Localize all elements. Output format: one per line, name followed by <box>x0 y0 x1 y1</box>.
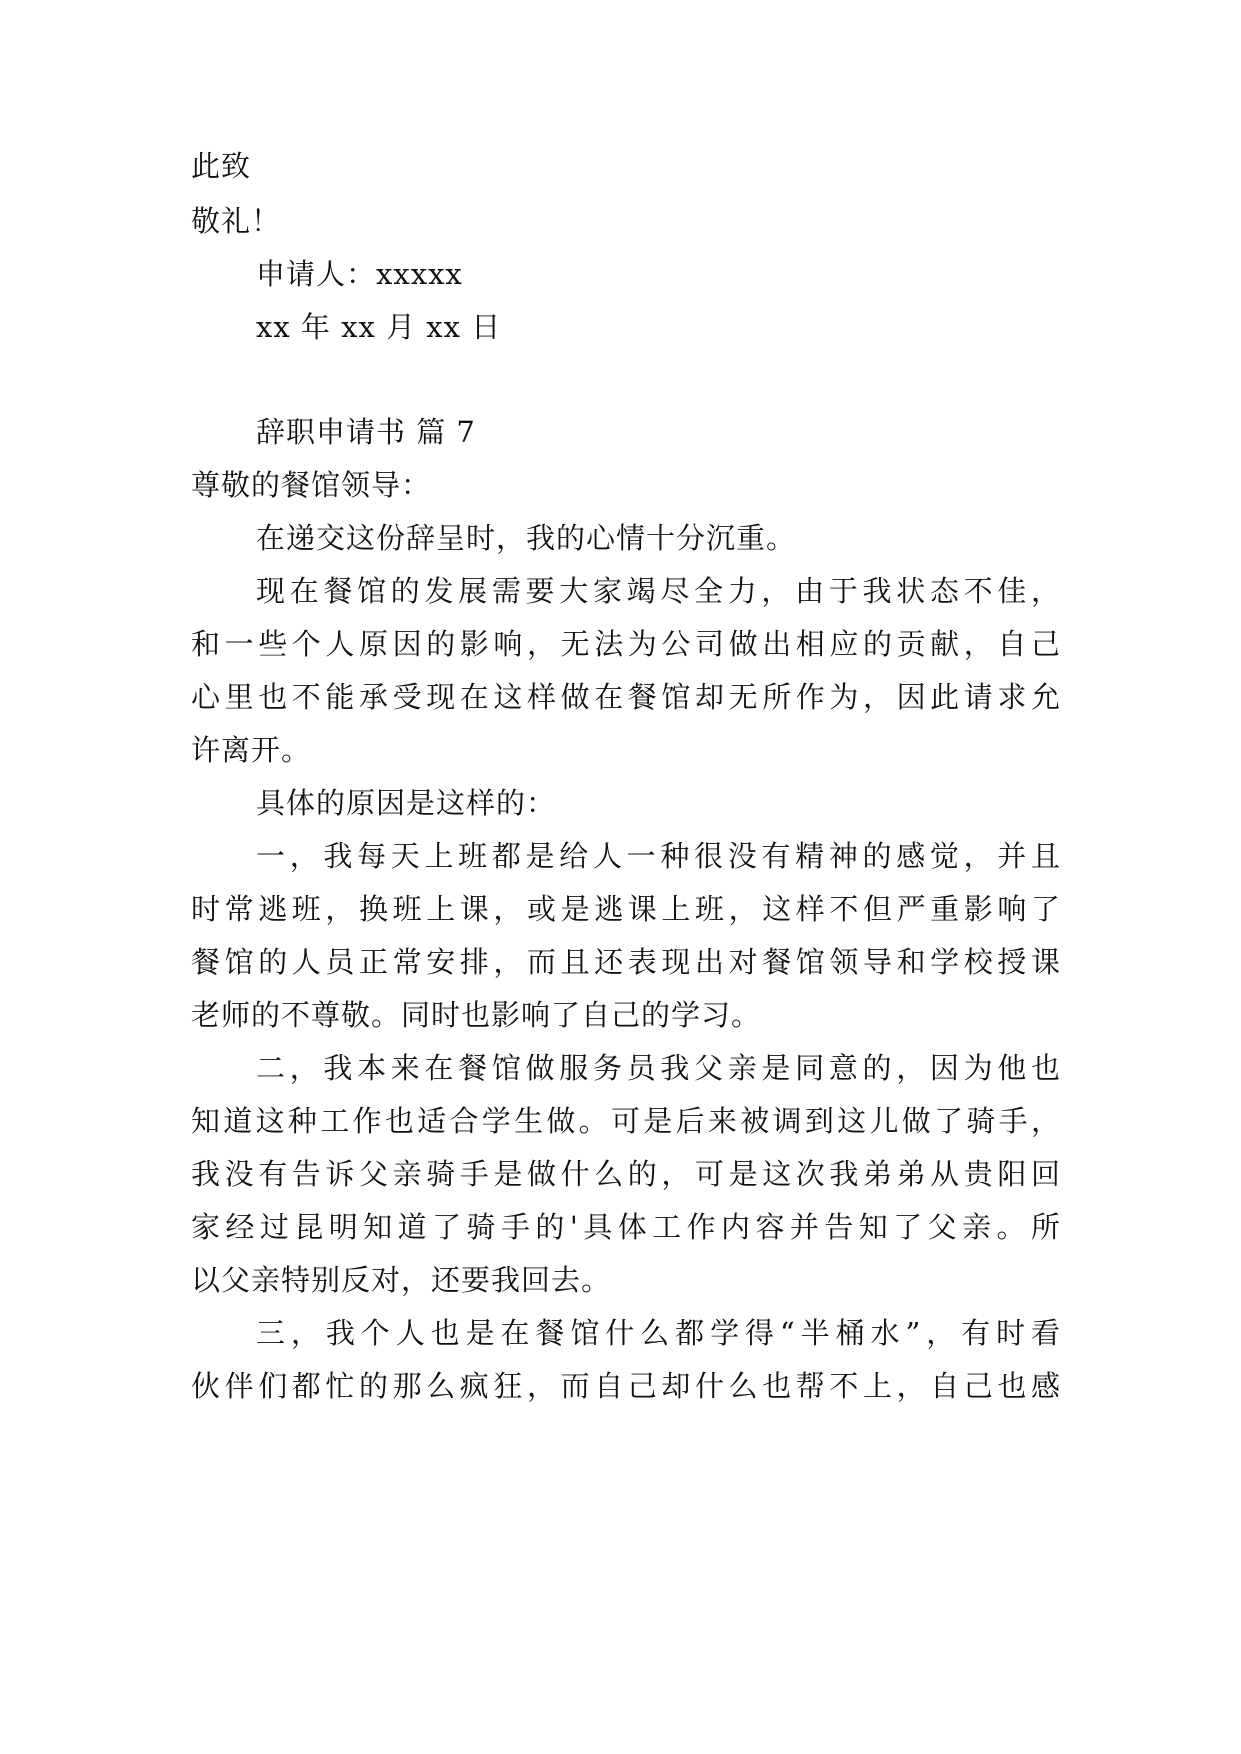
paragraph-line: 家经过昆明知道了骑手的'具体工作内容并告知了父亲。所 <box>191 1210 1061 1244</box>
closing-ci-zhi: 此致 <box>191 149 252 183</box>
paragraph-line: 心里也不能承受现在这样做在餐馆却无所作为，因此请求允 <box>191 680 1061 714</box>
signature-date: xx 年 xx 月 xx 日 <box>256 310 502 344</box>
salutation: 尊敬的餐馆领导： <box>191 468 432 502</box>
paragraph-line: 三，我个人也是在餐馆什么都学得“半桶水”，有时看 <box>256 1316 1061 1350</box>
paragraph-line: 现在餐馆的发展需要大家竭尽全力，由于我状态不佳， <box>256 574 1061 608</box>
paragraph-line: 二，我本来在餐馆做服务员我父亲是同意的，因为他也 <box>256 1051 1061 1085</box>
paragraph-line: 在递交这份辞呈时，我的心情十分沉重。 <box>256 521 797 555</box>
paragraph-line: 具体的原因是这样的： <box>256 786 557 820</box>
paragraph-line: 伙伴们都忙的那么疯狂，而自己却什么也帮不上，自己也感 <box>191 1369 1061 1403</box>
section-heading: 辞职申请书 篇 7 <box>256 415 476 449</box>
paragraph-line: 老师的不尊敬。同时也影响了自己的学习。 <box>191 998 762 1032</box>
paragraph-line: 我没有告诉父亲骑手是做什么的，可是这次我弟弟从贵阳回 <box>191 1157 1061 1191</box>
paragraph-line: 一，我每天上班都是给人一种很没有精神的感觉，并且 <box>256 839 1061 873</box>
paragraph-line: 餐馆的人员正常安排，而且还表现出对餐馆领导和学校授课 <box>191 945 1061 979</box>
paragraph-line: 时常逃班，换班上课，或是逃课上班，这样不但严重影响了 <box>191 892 1061 926</box>
paragraph-line: 许离开。 <box>191 733 312 767</box>
applicant-signature: 申请人：xxxxx <box>256 257 463 291</box>
paragraph-line: 知道这种工作也适合学生做。可是后来被调到这儿做了骑手， <box>191 1104 1061 1138</box>
paragraph-line: 和一些个人原因的影响，无法为公司做出相应的贡献，自己 <box>191 627 1061 661</box>
closing-jing-li: 敬礼！ <box>191 204 282 238</box>
paragraph-line: 以父亲特别反对，还要我回去。 <box>191 1263 612 1297</box>
